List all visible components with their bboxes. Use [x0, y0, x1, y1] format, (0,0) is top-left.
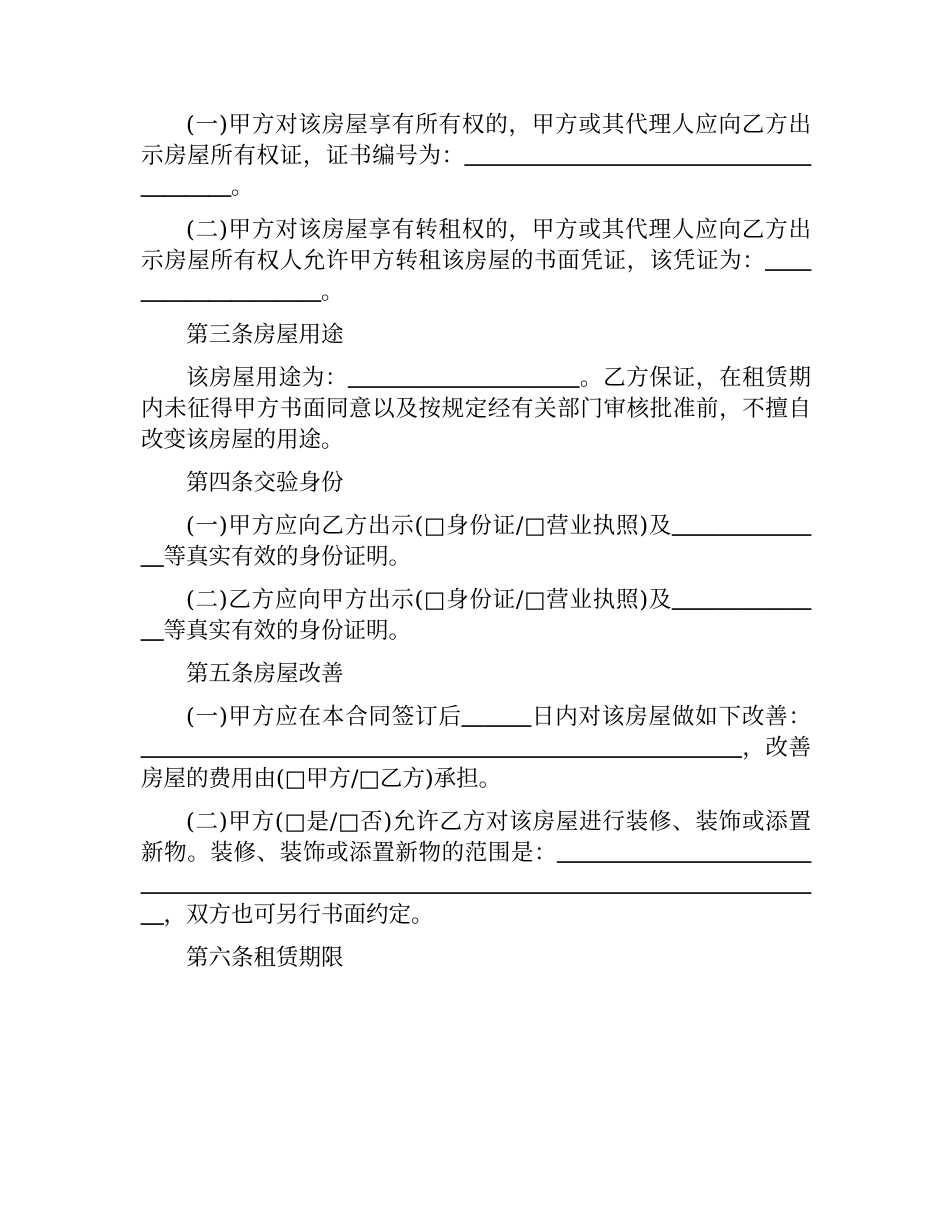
fill-blank: ＿＿＿＿＿＿＿ — [141, 587, 811, 644]
fill-blank: ＿＿＿＿＿＿＿＿＿＿ — [141, 248, 811, 305]
clause-text: (二)乙方应向甲方出示(□身份证/□营业执照)及 — [186, 587, 673, 613]
fill-blank: ＿＿＿＿＿＿＿＿＿＿＿＿＿＿＿＿＿＿＿ — [141, 143, 811, 200]
clause-text: 。 — [231, 174, 254, 200]
clause-text: (一)甲方应在本合同签订后 — [186, 704, 462, 730]
clause-text: (一)甲方对该房屋享有所有权的，甲方或其代理人应向乙方出示房屋所有权证，证书编号为： — [141, 112, 811, 169]
clause-text: (二)甲方对该房屋享有转租权的，甲方或其代理人应向乙方出示房屋所有权人允许甲方转租该房屋的书面凭证，该凭证为： — [141, 217, 811, 274]
clause-tenant-id — [141, 585, 811, 647]
clause-text: (二)甲方(□是/□否)允许乙方对该房屋进行装修、装饰或添置新物。装修、装饰或添置新物的范围是： — [141, 809, 811, 866]
clause-improvement — [141, 702, 811, 795]
fill-blank: ＿＿＿＿＿＿＿＿＿＿ — [348, 365, 580, 391]
contract-page — [141, 110, 811, 986]
fill-blank: ＿＿＿ — [461, 704, 532, 730]
section-heading-4: 第四条交验身份 — [186, 470, 344, 496]
clause-text: 。 — [321, 279, 344, 305]
section-heading-3: 第三条房屋用途 — [186, 322, 344, 348]
clause-decoration — [141, 807, 811, 931]
clause-text: 该房屋用途为： — [186, 365, 349, 391]
clause-2-sublease — [141, 215, 811, 308]
clause-landlord-id — [141, 511, 811, 573]
section-heading-5: 第五条房屋改善 — [186, 661, 344, 687]
clause-text: 日内对该房屋做如下改善： — [531, 704, 811, 730]
clause-text: ，双方也可另行书面约定。 — [163, 902, 434, 928]
clause-text: 。乙方保证，在租赁期内未征得甲方书面同意以及按规定经有关部门审核批准前，不擅自改变该房屋的用途。 — [141, 365, 811, 453]
section-heading-6: 第六条租赁期限 — [186, 945, 344, 971]
clause-usage — [141, 363, 811, 456]
clause-text: ，改善房屋的费用由(□甲方/□乙方)承担。 — [141, 735, 811, 792]
clause-text: (一)甲方应向乙方出示(□身份证/□营业执照)及 — [186, 513, 673, 539]
fill-blank: ＿＿＿＿＿＿＿ — [141, 513, 811, 570]
clause-text: 等真实有效的身份证明。 — [163, 618, 412, 644]
clause-1-ownership — [141, 110, 811, 203]
fill-blank: ＿＿＿＿＿＿＿＿＿＿＿＿＿＿＿＿＿＿＿＿＿＿＿＿＿＿ — [141, 735, 743, 761]
fill-blank: ＿＿＿＿＿＿＿＿＿＿＿＿＿＿＿＿＿＿＿＿＿＿＿＿＿＿＿＿＿＿＿＿＿＿＿＿＿＿＿＿＿ — [141, 840, 811, 928]
clause-text: 等真实有效的身份证明。 — [163, 544, 412, 570]
